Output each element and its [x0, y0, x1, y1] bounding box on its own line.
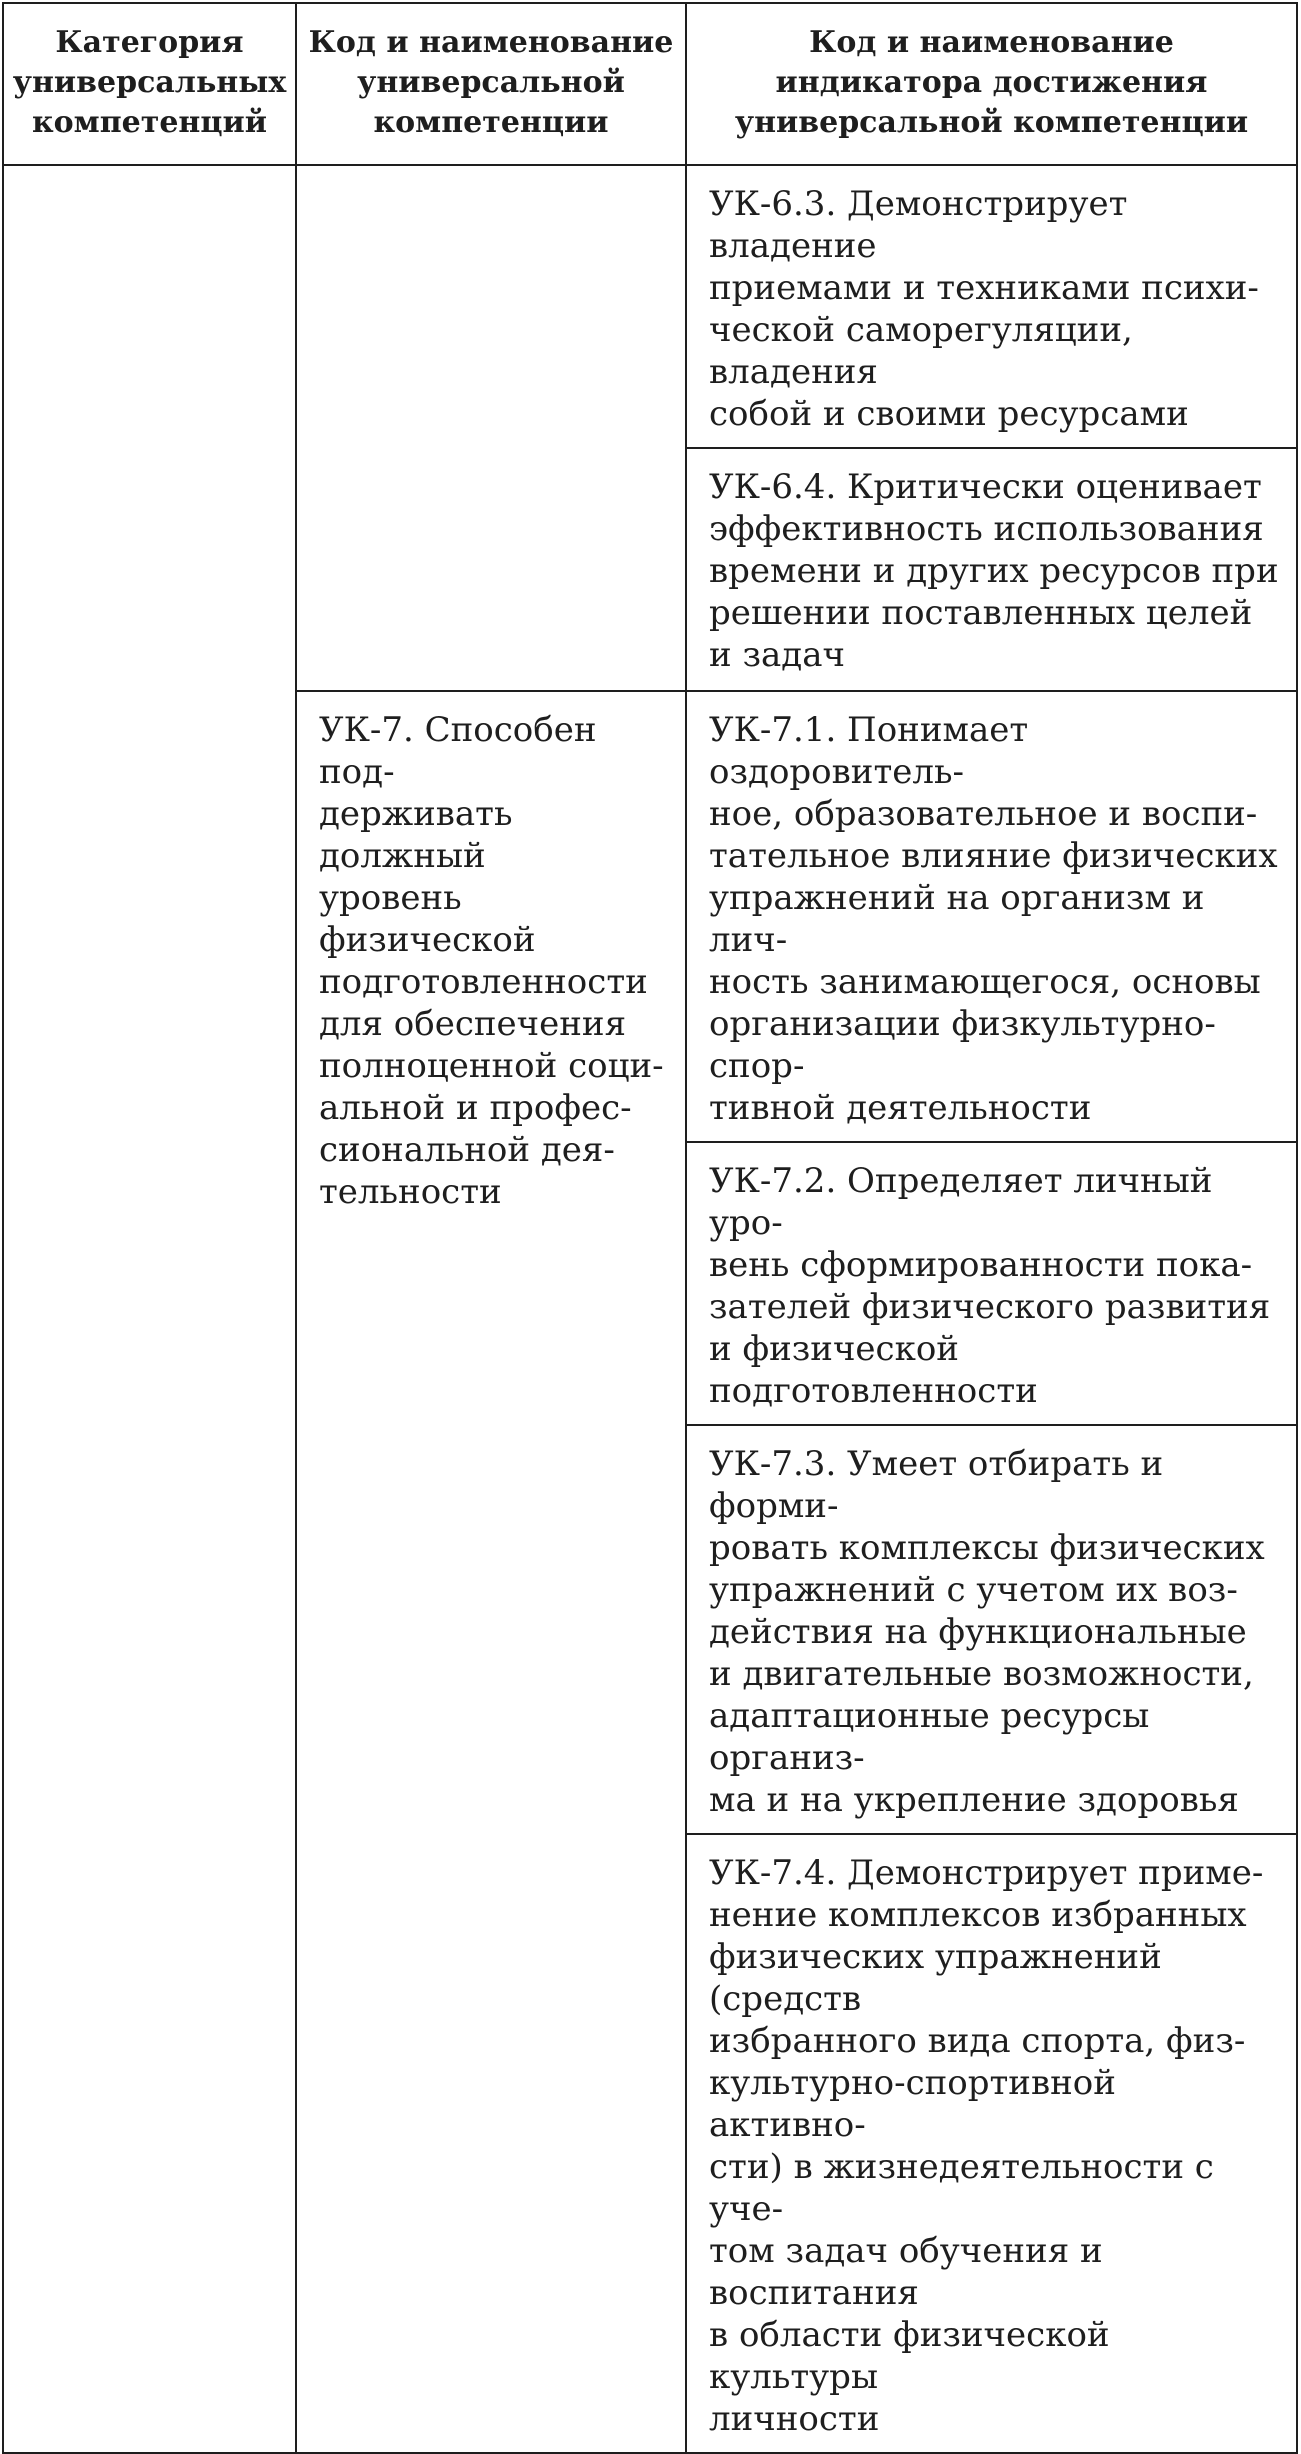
- indicator-text: УК-7.1. Понимает оздоровитель- ное, образовательное и воспи- тательное влияние физических упражнений на организм и лич- ность занимающегося, основы организации физкультурно-спор- тивной деятельности: [709, 710, 1278, 1128]
- indicator-text: УК-7.2. Определяет личный уро- вень сформированности пока- зателей физического развития и физической подготовленности: [709, 1161, 1271, 1411]
- competence-cell: [296, 165, 686, 691]
- competence-name: УК-7. Способен под- держивать должный уровень физической подготовленности для обеспечения полноценной соци- альной и профес- сиональной дея- тельности: [319, 710, 664, 1212]
- indicator-cell: [686, 1425, 1297, 1834]
- indicator-cell: [686, 1834, 1297, 2453]
- indicator-cell: [686, 165, 1297, 448]
- indicator-text: УК-7.4. Демонстрирует приме- нение комплексов избранных физических упражнений (средств избранного вида спорта, физ- культурно-спортивной активно- сти) в жизнедеятельности с уче- том задач обучения и воспитания в области физической культуры личности: [709, 1853, 1264, 2439]
- indicator-cell: [686, 691, 1297, 1142]
- indicator-cell: [686, 448, 1297, 691]
- header-category: Категория универсальных компетенций: [3, 3, 296, 165]
- category-cell: [3, 165, 296, 2453]
- table-row: [3, 165, 1297, 448]
- competence-table: [2, 2, 1298, 2454]
- competence-cell: [296, 691, 686, 2453]
- header-indicator: Код и наименование индикатора достижения универсальной компетенции: [686, 3, 1297, 165]
- indicator-text: УК-6.3. Демонстрирует владение приемами и техниками психи- ческой саморегуляции, владения собой и своими ресурсами: [709, 184, 1259, 434]
- header-competence: Код и наименование универсальной компетенции: [296, 3, 686, 165]
- indicator-cell: [686, 1142, 1297, 1425]
- indicator-text: УК-6.4. Критически оценивает эффективность использования времени и других ресурсов при решении поставленных целей и задач: [709, 467, 1279, 675]
- header-row: [3, 3, 1297, 165]
- competence-name: [297, 166, 685, 195]
- indicator-text: УК-7.3. Умеет отбирать и форми- ровать комплексы физических упражнений с учетом их воз- действия на функциональные и двигательные возможности, адаптационные ресурсы организ- ма и на укрепление здоровья: [709, 1444, 1265, 1820]
